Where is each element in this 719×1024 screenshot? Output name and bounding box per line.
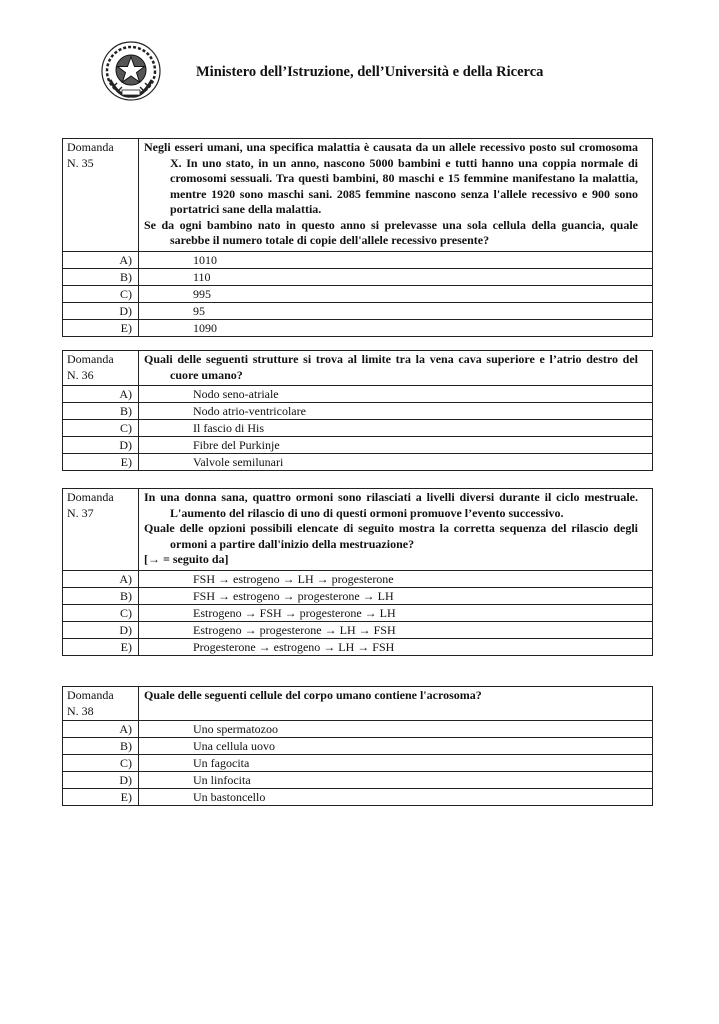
answer-text: Il fascio di His: [139, 420, 653, 437]
answer-letter: A): [63, 251, 139, 268]
answer-letter: E): [63, 454, 139, 471]
answer-row-e[interactable]: [63, 789, 653, 806]
question-number: N. 36: [67, 367, 94, 382]
page-header: [100, 40, 660, 104]
answer-row-e[interactable]: [63, 454, 653, 471]
answer-row-c[interactable]: [63, 420, 653, 437]
answer-letter: C): [63, 755, 139, 772]
answer-letter: A): [63, 570, 139, 587]
answer-text: Un linfocita: [139, 772, 653, 789]
question-paragraph: Negli esseri umani, una specifica malattia è causata da un allele recessivo posto sul cromosoma X. In uno stato, in un anno, nascono 5000 bambini e tutti hanno una coppia normale di cromosomi sessuali. Tra questi bambini, 80 maschi e 15 femmine manifestano la malattia, mentre 1920 sono maschi sani. 2085 femmine nascono senza l'allele recessivo e 900 sono portatrici sane della malattia.: [144, 140, 638, 216]
answer-text: Uno spermatozoo: [139, 721, 653, 738]
question-row: [63, 489, 653, 571]
question-number: N. 38: [67, 703, 94, 718]
answer-letter: B): [63, 738, 139, 755]
question-label-word: Domanda: [67, 688, 114, 702]
answer-row-d[interactable]: [63, 772, 653, 789]
answer-text: 95: [139, 302, 653, 319]
answer-row-a[interactable]: [63, 386, 653, 403]
question-text: [139, 351, 653, 386]
question-label-word: Domanda: [67, 352, 114, 366]
answer-text: Estrogeno → FSH → progesterone → LH: [139, 604, 653, 621]
answer-letter: B): [63, 268, 139, 285]
question-row: [63, 139, 653, 252]
question-row: [63, 687, 653, 721]
answer-letter: A): [63, 721, 139, 738]
question-label-word: Domanda: [67, 140, 114, 154]
answer-letter: C): [63, 604, 139, 621]
answer-letter: A): [63, 386, 139, 403]
answer-letter: C): [63, 420, 139, 437]
answer-text: Una cellula uovo: [139, 738, 653, 755]
answer-text: Nodo seno-atriale: [139, 386, 653, 403]
answer-row-b[interactable]: [63, 268, 653, 285]
answer-text: Estrogeno → progesterone → LH → FSH: [139, 621, 653, 638]
answer-letter: B): [63, 587, 139, 604]
answer-letter: D): [63, 621, 139, 638]
answer-text: Progesterone → estrogeno → LH → FSH: [139, 638, 653, 655]
answer-letter: D): [63, 772, 139, 789]
answer-text: 1010: [139, 251, 653, 268]
answer-text: FSH → estrogeno → LH → progesterone: [139, 570, 653, 587]
question-table-35: [62, 138, 653, 337]
answer-letter: B): [63, 403, 139, 420]
answer-row-c[interactable]: [63, 285, 653, 302]
answer-text: Un bastoncello: [139, 789, 653, 806]
answer-text: 110: [139, 268, 653, 285]
question-row: [63, 351, 653, 386]
question-number: N. 37: [67, 505, 94, 520]
question-text: [139, 139, 653, 252]
answer-text: Valvole semilunari: [139, 454, 653, 471]
answer-row-c[interactable]: [63, 755, 653, 772]
answer-letter: C): [63, 285, 139, 302]
answer-letter: E): [63, 789, 139, 806]
answer-row-e[interactable]: [63, 319, 653, 336]
answer-letter: D): [63, 302, 139, 319]
answer-letter: E): [63, 319, 139, 336]
answer-letter: E): [63, 638, 139, 655]
answer-text: 1090: [139, 319, 653, 336]
question-text: [139, 489, 653, 571]
answer-row-a[interactable]: [63, 570, 653, 587]
question-paragraph: Quale delle opzioni possibili elencate di seguito mostra la corretta sequenza del rilascio degli ormoni a partire dall'inizio della mestruazione?: [144, 521, 638, 551]
answer-row-d[interactable]: [63, 621, 653, 638]
answer-row-a[interactable]: [63, 251, 653, 268]
question-table-37: [62, 488, 653, 656]
answer-text: Un fagocita: [139, 755, 653, 772]
answer-row-b[interactable]: [63, 738, 653, 755]
question-paragraph: [→ = seguito da]: [144, 552, 229, 566]
question-paragraph: In una donna sana, quattro ormoni sono rilasciati a livelli diversi durante il ciclo mestruale. L'aumento del rilascio di uno di questi ormoni promuove l’evento successivo.: [144, 490, 638, 520]
question-paragraph: Se da ogni bambino nato in questo anno si prelevasse una sola cellula della guancia, quale sarebbe il numero totale di copie dell'allele recessivo presente?: [144, 217, 638, 247]
answer-row-a[interactable]: [63, 721, 653, 738]
question-table-38: [62, 686, 653, 806]
question-label: [63, 139, 139, 252]
answer-row-b[interactable]: [63, 403, 653, 420]
answer-row-d[interactable]: [63, 302, 653, 319]
question-text: [139, 687, 653, 721]
question-table-36: [62, 350, 653, 471]
question-paragraph: Quale delle seguenti cellule del corpo umano contiene l'acrosoma?: [144, 688, 482, 702]
question-paragraph: Quali delle seguenti strutture si trova al limite tra la vena cava superiore e l’atrio destro del cuore umano?: [144, 352, 638, 382]
answer-letter: D): [63, 437, 139, 454]
ministry-title: Ministero dell’Istruzione, dell’Università e della Ricerca: [196, 64, 544, 80]
question-label: [63, 489, 139, 571]
italian-republic-emblem-icon: [100, 40, 162, 102]
question-label: [63, 351, 139, 386]
answer-row-b[interactable]: [63, 587, 653, 604]
answer-text: Nodo atrio-ventricolare: [139, 403, 653, 420]
question-label-word: Domanda: [67, 490, 114, 504]
answer-text: 995: [139, 285, 653, 302]
question-number: N. 35: [67, 155, 94, 170]
answer-row-c[interactable]: [63, 604, 653, 621]
answer-text: Fibre del Purkinje: [139, 437, 653, 454]
answer-text: FSH → estrogeno → progesterone → LH: [139, 587, 653, 604]
question-label: [63, 687, 139, 721]
answer-row-d[interactable]: [63, 437, 653, 454]
answer-row-e[interactable]: [63, 638, 653, 655]
